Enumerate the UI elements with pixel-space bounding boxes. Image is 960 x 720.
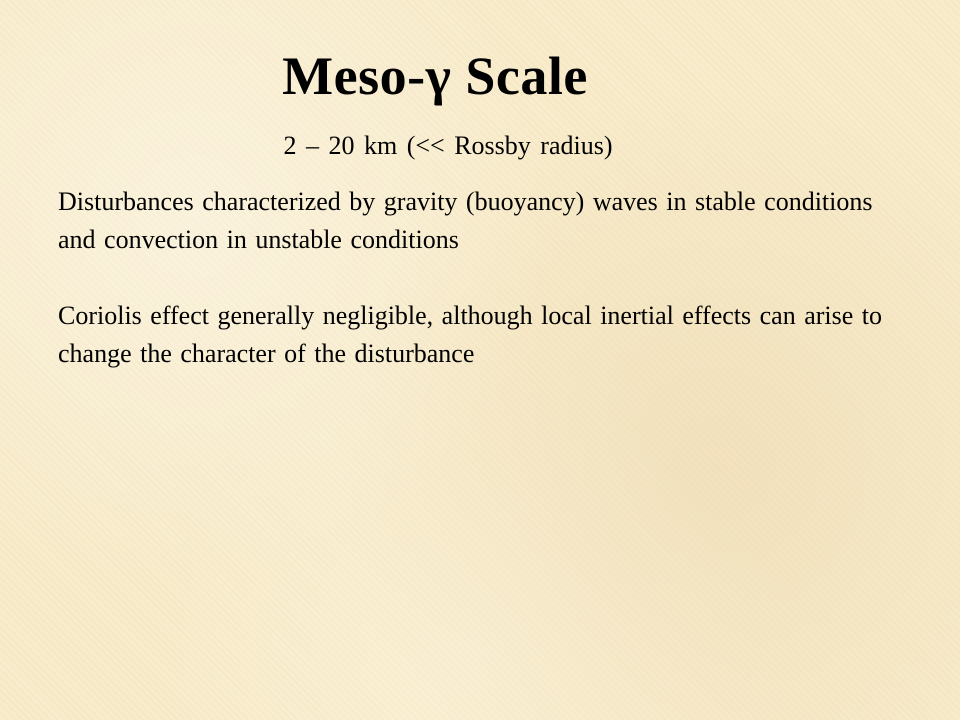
paragraph-disturbances: Disturbances characterized by gravity (buoyancy) waves in stable conditions and convection in unstable conditions (58, 187, 873, 254)
paragraph-coriolis: Coriolis effect generally negligible, although local inertial effects can arise to change the character of the disturbance (58, 301, 883, 368)
slide-subtitle: 2 – 20 km (<< Rossby radius) (283, 131, 613, 160)
slide-title: Meso-γ Scale (282, 46, 588, 106)
